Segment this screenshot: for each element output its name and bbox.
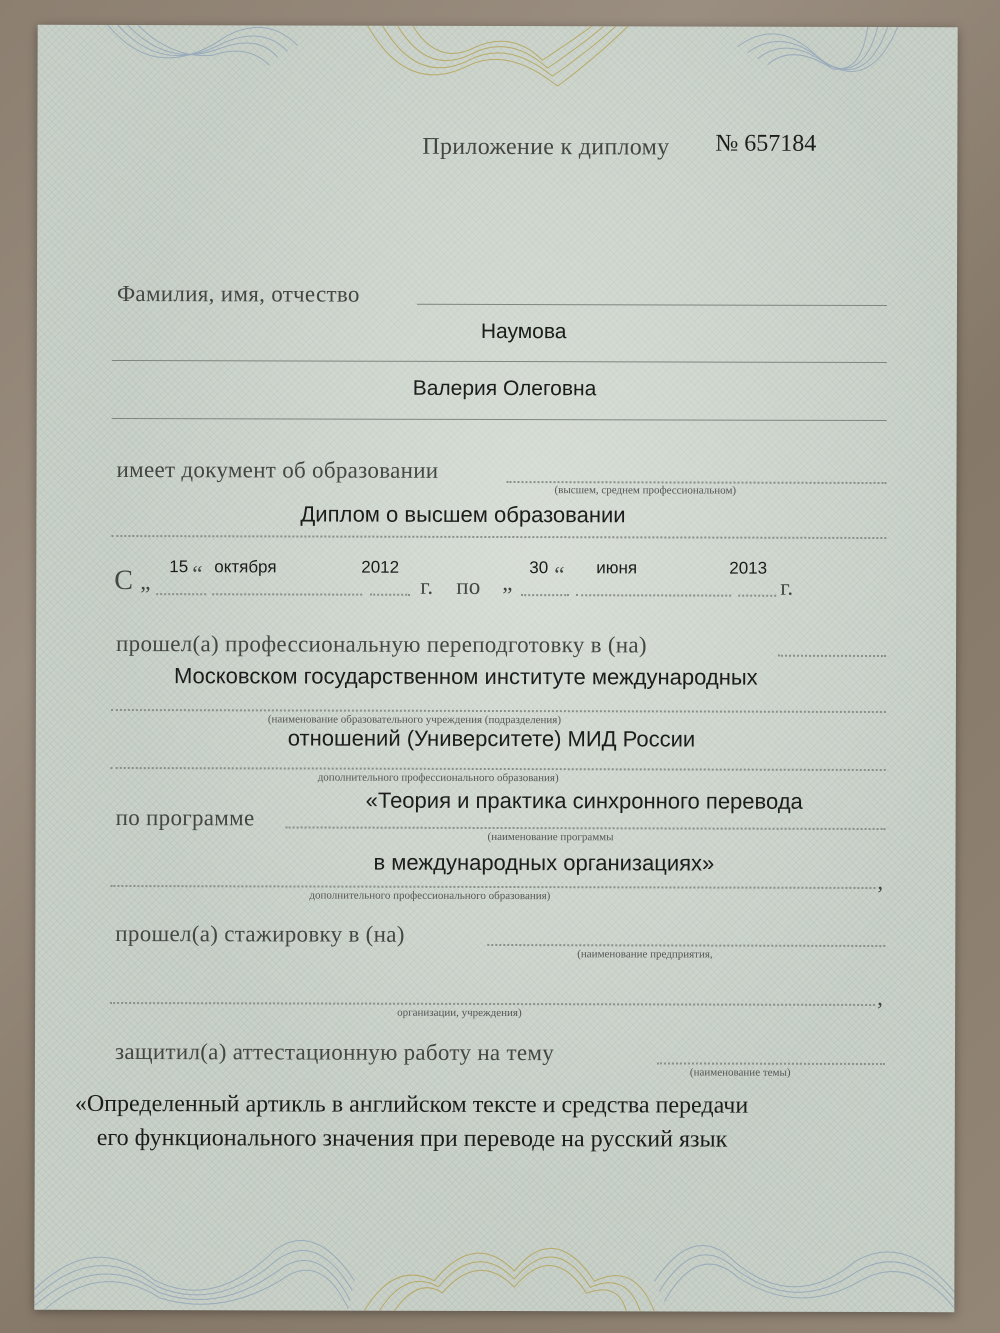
period-from-quote-close: “ xyxy=(192,561,203,587)
fio-label: Фамилия, имя, отчество xyxy=(116,281,360,307)
retraining-line-0 xyxy=(778,655,886,657)
education-value: Диплом о высшем образовании xyxy=(300,501,626,528)
internship-line-1 xyxy=(487,944,885,947)
thesis-topic-line-1: «Определенный артикль в английском тексте и средства передачи xyxy=(74,1090,749,1119)
period-to-year-line xyxy=(738,595,776,597)
retraining-hint-1: (наименование образовательного учреждения (подразделения) xyxy=(267,713,562,727)
program-line-1 xyxy=(286,826,886,830)
thesis-label: защитил(а) аттестационную работу на тему xyxy=(114,1039,555,1066)
period-from-year-suffix: г. xyxy=(420,573,434,599)
internship-hint-2: организации, учреждения) xyxy=(397,1006,522,1020)
internship-label: прошел(а) стажировку в (на) xyxy=(115,921,405,947)
retraining-line-1 xyxy=(111,709,886,713)
internship-line-2 xyxy=(110,1002,875,1006)
internship-comma: , xyxy=(877,984,884,1011)
fio-line-3 xyxy=(112,418,887,421)
thesis-line-0 xyxy=(657,1062,885,1065)
education-hint: (высшем, среднем профессиональном) xyxy=(554,484,737,497)
fio-surname: Наумова xyxy=(480,319,567,344)
period-from-day-line xyxy=(156,593,206,595)
period-from-month: октября xyxy=(214,557,277,577)
program-hint-2: дополнительного профессионального образования) xyxy=(309,889,551,903)
period-to-year: 2013 xyxy=(729,558,768,578)
internship-hint-1: (наименование предприятия, xyxy=(577,948,713,961)
education-line-2 xyxy=(111,535,886,539)
diploma-number: № 657184 xyxy=(715,130,817,157)
thesis-hint: (наименование темы) xyxy=(689,1066,791,1079)
program-name-line-2: в международных организациях» xyxy=(373,849,715,876)
period-from-day: 15 xyxy=(169,557,189,577)
period-to-month-line xyxy=(576,594,731,596)
period-from-year-line xyxy=(370,594,410,596)
top-guilloche-ornament xyxy=(37,25,957,117)
period-from-quote-open: „ xyxy=(140,569,151,595)
fio-name: Валерия Олеговна xyxy=(412,376,597,401)
period-to-label: по xyxy=(456,573,481,599)
period-to-day-line xyxy=(521,594,569,596)
program-comma: , xyxy=(877,868,884,895)
retraining-line-2 xyxy=(111,767,886,771)
retraining-hint-2: дополнительного профессионального образования) xyxy=(317,771,559,785)
retraining-label: прошел(а) профессиональную переподготовку в (на) xyxy=(116,631,647,658)
period-from-label: С xyxy=(114,565,134,597)
period-to-month: июня xyxy=(596,558,638,578)
bottom-guilloche-ornament xyxy=(34,1220,954,1312)
period-from-month-line xyxy=(212,593,362,595)
program-hint-1: (наименование программы xyxy=(487,830,614,844)
fio-line-1 xyxy=(417,304,887,306)
header-title: Приложение к диплому xyxy=(422,133,670,161)
thesis-topic-line-2: его функционального значения при переводе на русский язык xyxy=(96,1124,728,1153)
retraining-institution-line-1: Московском государственном институте международных xyxy=(173,663,758,690)
program-label: по программе xyxy=(115,805,255,831)
retraining-institution-line-2: отношений (Университете) МИД России xyxy=(287,725,696,752)
period-to-day: 30 xyxy=(529,558,549,578)
period-to-quote-close: “ xyxy=(554,562,565,588)
program-name-line-1: «Теория и практика синхронного перевода xyxy=(365,787,803,814)
diploma-supplement-sheet xyxy=(34,25,957,1312)
program-line-2 xyxy=(110,885,875,889)
period-to-year-suffix: г. xyxy=(780,574,794,600)
period-from-year: 2012 xyxy=(361,557,400,577)
period-to-quote-open: „ xyxy=(502,570,513,596)
education-label: имеет документ об образовании xyxy=(116,457,439,483)
fio-line-2 xyxy=(112,360,887,363)
